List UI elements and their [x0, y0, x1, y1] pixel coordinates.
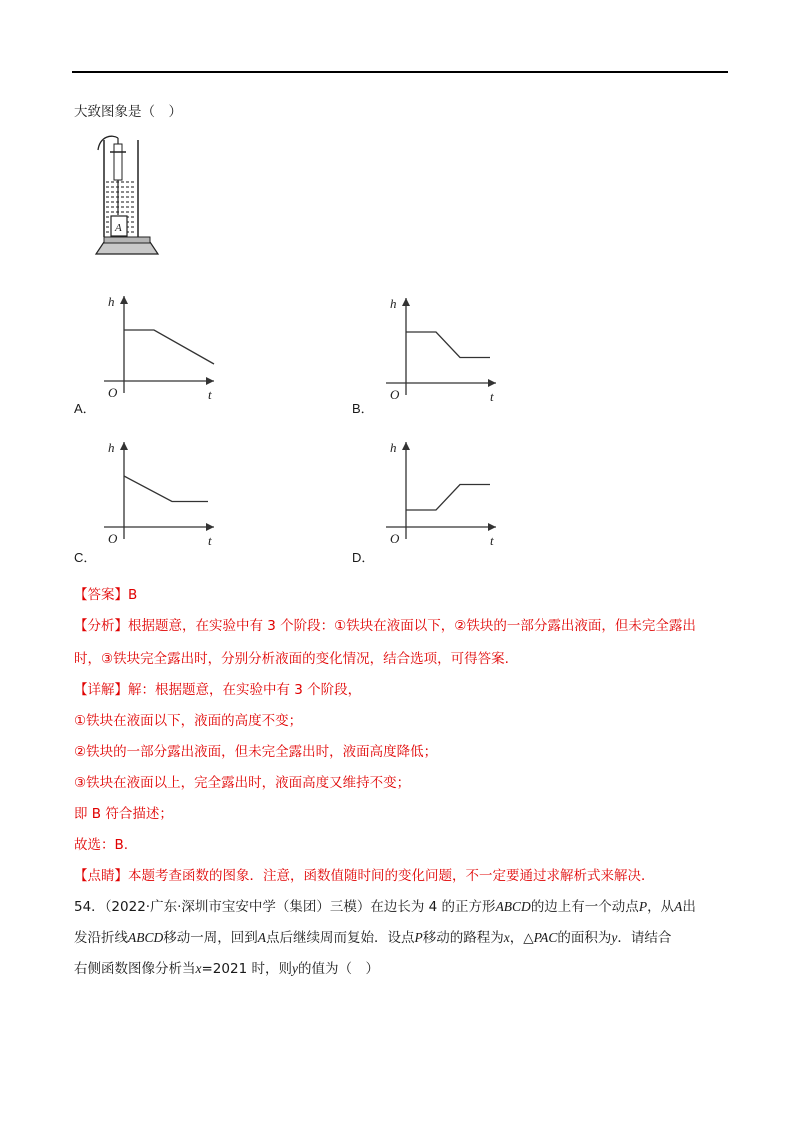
detail-step-1: ①铁块在液面以下，液面的高度不变；: [74, 713, 303, 729]
q54-var-y: y: [611, 930, 618, 945]
q54-text-l2c: 点后继续周而复始．设点: [266, 930, 415, 946]
detail-tag: 【详解】: [74, 682, 128, 698]
comment-line: [74, 864, 655, 884]
t-axis-label: t: [490, 533, 494, 547]
detail-step-4: 即 B 符合描述；: [74, 806, 173, 822]
h-axis-arrow: [120, 442, 128, 450]
option-d-graph[interactable]: [378, 432, 508, 551]
analysis-line-2: 时，③铁块完全露出时，分别分析液面的变化情况，结合选项，可得答案.: [74, 651, 509, 667]
origin-label: O: [390, 531, 400, 546]
graph-svg: [378, 432, 508, 547]
q54-text-l2b: 移动一周，回到: [163, 930, 258, 946]
graph-curve: [124, 476, 208, 502]
answer-text: B: [128, 587, 138, 603]
q54-point-a-2: A: [257, 930, 266, 945]
graph-curve: [406, 332, 490, 358]
h-axis-arrow: [120, 296, 128, 304]
answer-tag: 【答案】: [74, 587, 128, 603]
t-axis-arrow: [488, 523, 496, 531]
graph-svg: [96, 432, 226, 547]
comment-text: 本题考查函数的图象．注意，函数值随时间的变化问题，不一定要通过求解析式来解决．: [128, 868, 655, 884]
q54-text-a2: ，从: [647, 899, 675, 915]
option-b-graph[interactable]: [378, 288, 508, 407]
detail-step-3: ③铁块在液面以上，完全露出时，液面高度又维持不变；: [74, 775, 411, 791]
h-axis-arrow: [402, 298, 410, 306]
graph-svg: [96, 286, 226, 401]
h-axis-arrow: [402, 442, 410, 450]
q54-line-2: [74, 926, 671, 946]
q54-point-a: A: [674, 899, 683, 914]
graph-curve: [406, 485, 490, 511]
q54-text-l2e: ，△: [509, 930, 534, 946]
block-label: A: [115, 222, 122, 234]
question-tail: 大致图象是（ ）: [74, 104, 182, 120]
h-axis-label: h: [390, 296, 397, 311]
q54-text-l3b: =2021 时，则: [201, 961, 292, 977]
q54-text-l2g: ．请结合: [617, 930, 672, 946]
option-a-label: A．: [74, 401, 96, 416]
q54-triangle: PAC: [533, 930, 558, 945]
h-axis-label: h: [390, 440, 397, 455]
q54-text-l3c: 的值为（ ）: [297, 961, 379, 977]
q54-number: 54．: [74, 899, 105, 915]
graph-svg: [378, 288, 508, 403]
t-axis-label: t: [208, 533, 212, 547]
option-a-graph[interactable]: [96, 286, 226, 405]
comment-tag: 【点睛】: [74, 868, 128, 884]
q54-text-l3a: 右侧函数图像分析当: [74, 961, 196, 977]
option-d-label: D．: [352, 550, 375, 565]
detail-step-5: 故选：B.: [74, 837, 129, 853]
option-c-graph[interactable]: [96, 432, 226, 551]
option-c-label: C．: [74, 550, 97, 565]
q54-text-l2d: 移动的路程为: [422, 930, 504, 946]
q54-line-1: [74, 895, 696, 915]
graph-curve: [124, 330, 214, 364]
q54-var-x: x: [503, 930, 510, 945]
detail-step-2: ②铁块的一部分露出液面，但未完全露出时，液面高度降低；: [74, 744, 438, 760]
analysis-tag: 【分析】: [74, 618, 128, 634]
t-axis-label: t: [490, 389, 494, 403]
beaker-figure: [88, 130, 166, 262]
q54-point-p-2: P: [414, 930, 423, 945]
q54-line-3: [74, 957, 379, 977]
option-b-label: B．: [352, 401, 374, 416]
analysis-text-1: 根据题意，在实验中有 3 个阶段：①铁块在液面以下，②铁块的一部分露出液面，但未完全露出: [128, 618, 696, 634]
q54-square: ABCD: [495, 899, 531, 914]
origin-label: O: [108, 531, 118, 546]
h-axis-label: h: [108, 294, 115, 309]
q54-text-l2f: 的面积为: [557, 930, 612, 946]
detail-line: [74, 678, 361, 698]
analysis-line-1: [74, 614, 696, 634]
answer-line: [74, 583, 137, 603]
q54-source: （2022·广东·深圳市宝安中学（集团）三模）在边长为 4 的正方形: [104, 899, 496, 915]
t-axis-arrow: [488, 379, 496, 387]
t-axis-arrow: [206, 523, 214, 531]
origin-label: O: [390, 387, 400, 402]
q54-var-x-2: x: [195, 961, 202, 976]
q54-square-2: ABCD: [128, 930, 164, 945]
h-axis-label: h: [108, 440, 115, 455]
detail-head: 解：根据题意，在实验中有 3 个阶段，: [128, 682, 362, 698]
t-axis-label: t: [208, 387, 212, 401]
q54-text-l2a: 发沿折线: [74, 930, 128, 946]
q54-point-p: P: [638, 899, 648, 914]
q54-text-a1: 的边上有一个动点: [530, 899, 639, 915]
header-rule: [72, 71, 728, 73]
origin-label: O: [108, 385, 118, 400]
t-axis-arrow: [206, 377, 214, 385]
q54-var-y-2: y: [291, 961, 298, 976]
q54-text-a3: 出: [682, 899, 696, 915]
